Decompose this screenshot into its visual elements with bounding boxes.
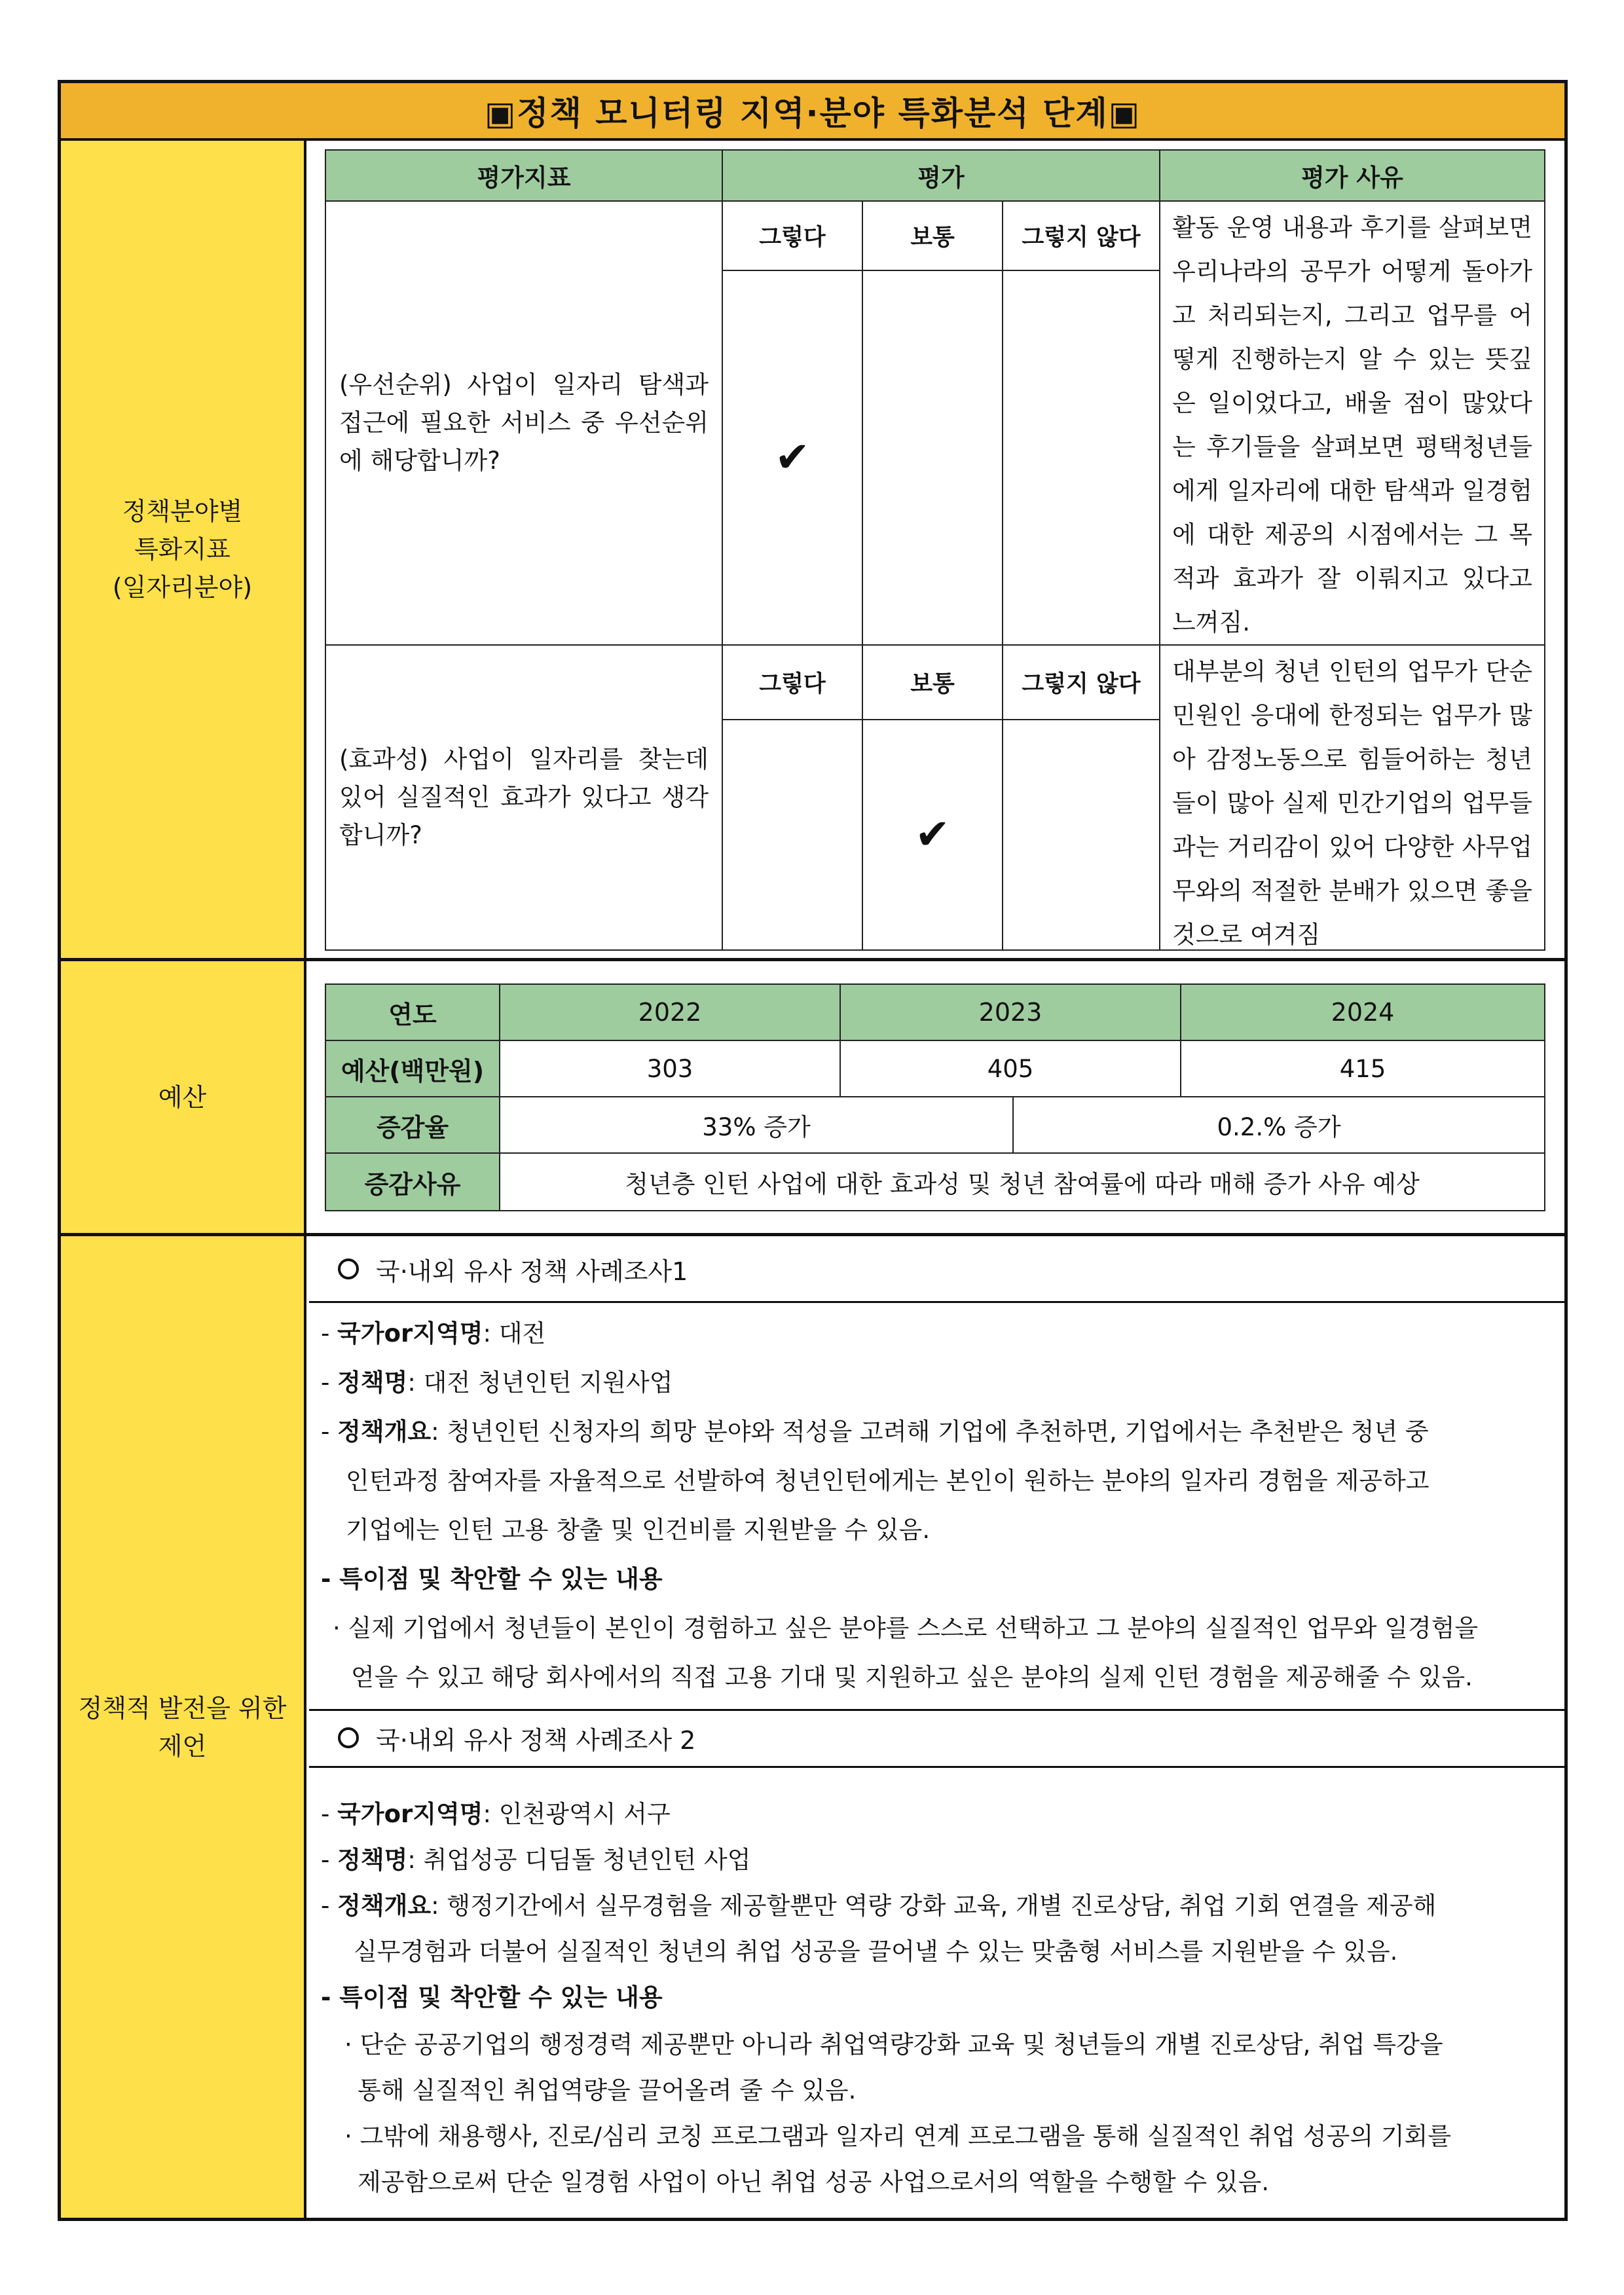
option-neutral: 보통	[862, 644, 1003, 720]
budget-label: 예산(백만원)	[325, 1040, 500, 1097]
circle-bullet-icon	[338, 1727, 359, 1748]
case-divider	[309, 1709, 1564, 1711]
case-divider	[309, 1301, 1564, 1303]
option-yes: 그렇다	[722, 644, 863, 720]
budget-reason: 청년층 인턴 사업에 대한 효과성 및 청년 참여률에 따라 매해 증가 사유 예상	[499, 1152, 1545, 1211]
case2-notable-line: · 그밖에 채용행사, 진로/심리 코칭 프로그램과 일자리 연계 프로그램을 통해 실질적인 취업 성공의 기회를	[344, 2122, 1452, 2150]
year-label: 연도	[325, 983, 500, 1041]
budget-2022: 303	[499, 1040, 841, 1097]
year-2022: 2022	[499, 983, 841, 1041]
case2-overview: - 정책개요: 행정기간에서 실무경험을 제공할뿐만 역량 강화 교육, 개별 진로상담, 취업 기회 연결을 제공해	[321, 1892, 1437, 1920]
case2-notable-line: 통해 실질적인 취업역량을 끌어올려 줄 수 있음.	[358, 2076, 857, 2104]
case2-overview-line: 실무경험과 더불어 실질적인 청년의 취업 성공을 끌어낼 수 있는 맞춤형 서비스를 지원받을 수 있음.	[354, 1937, 1398, 1966]
budget-2023: 405	[840, 1040, 1181, 1097]
empty-option-cell	[1002, 270, 1160, 646]
case2-notable-line: · 단순 공공기업의 행정경력 제공뿐만 아니라 취업역량강화 교육 및 청년들의 개별 진로상담, 취업 특강을	[344, 2030, 1443, 2059]
case-divider	[309, 1766, 1564, 1768]
option-no: 그렇지 않다	[1002, 644, 1160, 720]
header-indicator: 평가지표	[325, 149, 723, 202]
case2-title: 국·내외 유사 정책 사례조사 2	[338, 1718, 695, 1757]
option-no: 그렇지 않다	[1002, 200, 1160, 271]
rate-label: 증감율	[325, 1096, 500, 1154]
reason-priority: 활동 운영 내용과 후기를 살펴보면 우리나라의 공무가 어떻게 돌아가고 처리되는지, 그리고 업무를 어떻게 진행하는지 알 수 있는 뜻깊은 일이었다고, 배울 점이 많았다는 후기들을 살펴보면 평택청년들에게 일자리에 대한 탐색과 일경험에 대한 제공의 시점에서는 그 목적과 효과가 잘 이뤄지고 있다고 느껴짐.	[1159, 200, 1545, 646]
check-mark-icon: ✔	[862, 719, 1003, 951]
reason-label: 증감사유	[325, 1152, 500, 1211]
header-evaluation: 평가	[722, 149, 1160, 202]
section-label-suggestions: 정책적 발전을 위한 제언	[61, 1236, 306, 2218]
option-neutral: 보통	[862, 200, 1003, 271]
circle-bullet-icon	[338, 1258, 359, 1279]
question-priority: (우선순위) 사업이 일자리 탐색과 접근에 필요한 서비스 중 우선순위에 해당합니까?	[325, 200, 723, 646]
empty-option-cell	[1002, 719, 1160, 951]
option-yes: 그렇다	[722, 200, 863, 271]
reason-effectiveness: 대부분의 청년 인턴의 업무가 단순 민원인 응대에 한정되는 업무가 많아 감정노동으로 힘들어하는 청년들이 많아 실제 민간기업의 업무들과는 거리감이 있어 다양한 사무업무와의 적절한 분배가 있으면 좋을 것으로 여겨짐	[1159, 644, 1545, 951]
case1-notable-line: 얻을 수 있고 해당 회사에서의 직접 고용 기대 및 지원하고 싶은 분야의 실제 인턴 경험을 제공해줄 수 있음.	[351, 1663, 1473, 1691]
case1-notable-heading: - 특이점 및 착안할 수 있는 내용	[321, 1565, 663, 1593]
check-mark-icon: ✔	[722, 270, 863, 646]
case1-overview-line: 인턴과정 참여자를 자율적으로 선발하여 청년인턴에게는 본인이 원하는 분야의 일자리 경험을 제공하고	[346, 1467, 1430, 1495]
rate-2024: 0.2.% 증가	[1012, 1096, 1545, 1154]
empty-option-cell	[862, 270, 1003, 646]
case2-region: - 국가or지역명: 인천광역시 서구	[321, 1800, 671, 1828]
page-title: ▣정책 모니터링 지역·분야 특화분석 단계▣	[61, 83, 1564, 141]
section-label-indicators: 정책분야별 특화지표 (일자리분야)	[61, 141, 306, 958]
year-2024: 2024	[1180, 983, 1545, 1041]
rate-2023: 33% 증가	[499, 1096, 1014, 1154]
header-reason: 평가 사유	[1159, 149, 1545, 202]
case2-notable-heading: - 특이점 및 착안할 수 있는 내용	[321, 1983, 663, 2011]
case1-region: - 국가or지역명: 대전	[321, 1319, 546, 1348]
case2-policy: - 정책명: 취업성공 디딤돌 청년인턴 사업	[321, 1846, 751, 1874]
case1-overview-line: 기업에는 인턴 고용 창출 및 인건비를 지원받을 수 있음.	[346, 1516, 931, 1544]
year-2023: 2023	[840, 983, 1181, 1041]
budget-2024: 415	[1180, 1040, 1545, 1097]
question-effectiveness: (효과성) 사업이 일자리를 찾는데 있어 실질적인 효과가 있다고 생각합니까?	[325, 644, 723, 951]
case2-notable-line: 제공함으로써 단순 일경험 사업이 아닌 취업 성공 사업으로서의 역할을 수행할 수 있음.	[358, 2168, 1270, 2196]
case1-notable-line: · 실제 기업에서 청년들이 본인이 경험하고 싶은 분야를 스스로 선택하고 그 분야의 실질적인 업무와 일경험을	[333, 1614, 1479, 1642]
case1-title: 국·내외 유사 정책 사례조사1	[338, 1249, 688, 1289]
section-label-budget: 예산	[61, 961, 306, 1233]
empty-option-cell	[722, 719, 863, 951]
case1-overview: - 정책개요: 청년인턴 신청자의 희망 분야와 적성을 고려해 기업에 추천하면, 기업에서는 추천받은 청년 중	[321, 1418, 1429, 1446]
case1-policy: - 정책명: 대전 청년인턴 지원사업	[321, 1368, 673, 1397]
